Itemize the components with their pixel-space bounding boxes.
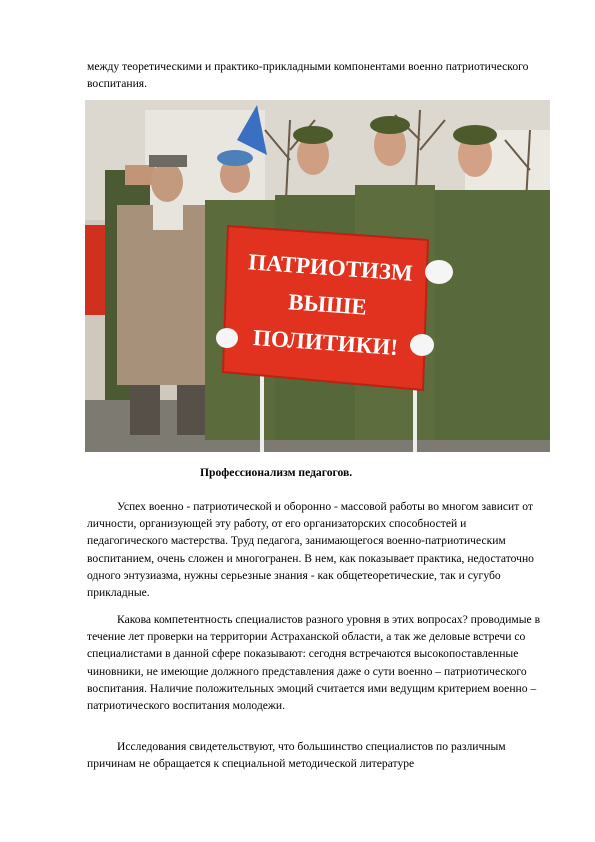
patriotism-sign [223, 226, 428, 390]
sign-line-3: ПОЛИТИКИ! [252, 324, 399, 361]
sign-line-2: ВЫШЕ [287, 289, 368, 320]
paragraph-2: Какова компетентность специалистов разного уровня в этих вопросах? проводимые в течение лет проверки на территории Астраханской области, а так же деловые встречи со специалистами в данной сфере показывают: сегодня встречаются высокопоставленные чиновники, не имеющие должного представления даже о сути военно – патриотического воспитания. Наличие положительных эмоций считается ими ведущим критерием военно – патриотического воспитания молодежи. [87, 613, 541, 713]
paragraph-1: Успех военно - патриотической и оборонно - массовой работы во многом зависит от личности, организующей эту работу, от его организаторских способностей и педагогического мастерства. Труд педагога, занимающегося военно-патриотическим воспитанием, очень сложен и многогранен. В нем, как показывает практика, недостаточно одного энтузиазма, нужны серьезные знания - как общетеоретические, так и сугубо прикладные. [87, 500, 534, 600]
sign-line-1: ПАТРИОТИЗМ [247, 249, 414, 286]
photo-patriotism-rally [85, 100, 550, 452]
intro-paragraph: между теоретическими и практико-прикладными компонентами военно патриотического воспитания. [87, 60, 529, 91]
section-heading: Профессионализм педагогов. [200, 466, 353, 479]
paragraph-3: Исследования свидетельствуют, что большинство специалистов по различным причинам не обращается к специальной методической литературе [87, 740, 506, 771]
